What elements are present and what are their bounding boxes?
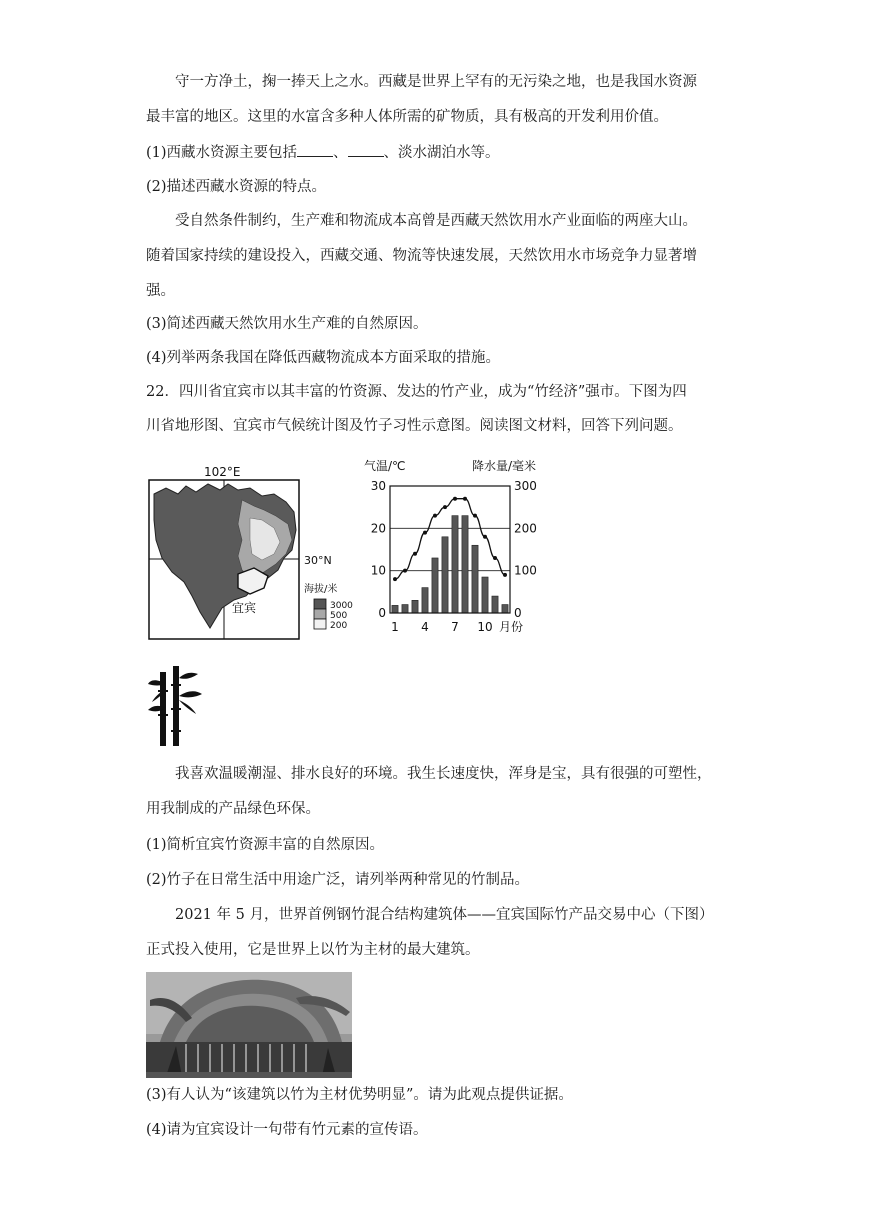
right-tick-label: 100 <box>514 563 537 578</box>
answer-blank <box>348 142 384 157</box>
sub-question-2: (2)竹子在日常生活中用途广泛，请列举两种常见的竹制品。 <box>146 872 530 888</box>
precipitation-bar <box>452 516 458 613</box>
bamboo-building-photo <box>146 972 352 1078</box>
legend-label-high: 3000 <box>330 601 353 611</box>
temperature-point <box>443 505 447 509</box>
question-2: (2)描述西藏水资源的特点。 <box>146 179 327 195</box>
text-line: 最丰富的地区。这里的水富含多种人体所需的矿物质，具有极高的开发利用价值。 <box>146 109 668 125</box>
question-4: (4)列举两条我国在降低西藏物流成本方面采取的措施。 <box>146 350 501 366</box>
temperature-point <box>423 531 427 535</box>
x-tick-label: 7 <box>451 620 459 634</box>
chart-frame <box>390 486 510 613</box>
right-axis-label: 降水量/毫米 <box>472 459 537 473</box>
precipitation-bar <box>422 588 428 613</box>
text-line: 正式投入使用，它是世界上以竹为主材的最大建筑。 <box>146 942 480 958</box>
temperature-point <box>393 577 397 581</box>
answer-blank <box>297 142 333 157</box>
left-axis-label: 气温/℃ <box>364 459 406 473</box>
sub-question-3: (3)有人认为“该建筑以竹为主材优势明显”。请为此观点提供证据。 <box>146 1087 573 1103</box>
text-line: 守一方净土，掬一捧天上之水。西藏是世界上罕有的无污染之地，也是我国水资源 <box>175 74 697 90</box>
temperature-point <box>483 535 487 539</box>
text-line: 川省地形图、宜宾市气候统计图及竹子习性示意图。阅读图文材料，回答下列问题。 <box>146 418 683 434</box>
temperature-point <box>463 497 467 501</box>
precipitation-bar <box>462 516 468 613</box>
text-line: 用我制成的产品绿色环保。 <box>146 801 320 817</box>
q1-suffix: 、淡水湖泊水等。 <box>383 145 500 161</box>
precipitation-bar <box>472 545 478 613</box>
right-tick-label: 200 <box>514 521 537 536</box>
text-line: 强。 <box>146 283 175 299</box>
bamboo-icon <box>146 664 206 748</box>
latitude-label: 30°N <box>304 554 332 567</box>
q1-separator: 、 <box>333 145 348 161</box>
precipitation-bar <box>432 558 438 613</box>
legend-swatch-low <box>314 619 326 629</box>
legend-label-mid: 500 <box>330 611 348 621</box>
legend-swatch-high <box>314 599 326 609</box>
precipitation-bar <box>442 537 448 613</box>
sub-question-4: (4)请为宜宾设计一句带有竹元素的宣传语。 <box>146 1122 428 1138</box>
legend-title: 海拔/米 <box>304 584 338 595</box>
yibin-climate-chart <box>360 456 550 642</box>
text-line: 随着国家持续的建设投入，西藏交通、物流等快速发展，天然饮用水市场竞争力显著增 <box>146 248 697 264</box>
question-1 <box>146 142 731 163</box>
precipitation-bar <box>412 600 418 613</box>
temperature-point <box>493 556 497 560</box>
q1-prefix: (1)西藏水资源主要包括 <box>146 145 298 161</box>
temperature-line <box>395 499 505 579</box>
text-line: 我喜欢温暖潮湿、排水良好的环境。我生长速度快，浑身是宝，具有很强的可塑性， <box>175 766 712 782</box>
temperature-point <box>413 552 417 556</box>
left-tick-label: 10 <box>370 563 386 578</box>
x-tick-label: 1 <box>391 620 399 634</box>
legend-label-low: 200 <box>330 621 348 631</box>
precipitation-bar <box>482 577 488 613</box>
temperature-point <box>473 514 477 518</box>
right-tick-label: 300 <box>514 479 537 493</box>
text-line: 受自然条件制约，生产难和物流成本高曾是西藏天然饮用水产业面临的两座大山。 <box>175 213 697 229</box>
text-line: 2021 年 5 月，世界首例钢竹混合结构建筑体——宜宾国际竹产品交易中心（下图） <box>175 907 714 923</box>
left-tick-label: 30 <box>370 479 386 493</box>
left-tick-label: 20 <box>370 521 386 536</box>
precipitation-bar <box>502 605 508 613</box>
x-tick-label: 4 <box>421 620 429 634</box>
longitude-label: 102°E <box>204 465 241 479</box>
sub-question-1: (1)简析宜宾竹资源丰富的自然原因。 <box>146 837 385 853</box>
x-axis-label: 月份 <box>499 620 524 634</box>
temperature-point <box>403 569 407 573</box>
right-tick-label: 0 <box>514 606 522 620</box>
question-22: 22．四川省宜宾市以其丰富的竹资源、发达的竹产业，成为“竹经济”强市。下图为四 <box>146 384 687 400</box>
question-3: (3)简述西藏天然饮用水生产难的自然原因。 <box>146 316 428 332</box>
precipitation-bar <box>402 605 408 613</box>
x-tick-label: 10 <box>477 620 493 634</box>
sichuan-terrain-map <box>146 460 362 644</box>
legend-swatch-mid <box>314 609 326 619</box>
yibin-label: 宜宾 <box>232 601 257 615</box>
temperature-point <box>433 514 437 518</box>
temperature-point <box>453 497 457 501</box>
left-tick-label: 0 <box>378 606 386 620</box>
precipitation-bar <box>492 596 498 613</box>
precipitation-bar <box>392 605 398 613</box>
temperature-point <box>503 573 507 577</box>
